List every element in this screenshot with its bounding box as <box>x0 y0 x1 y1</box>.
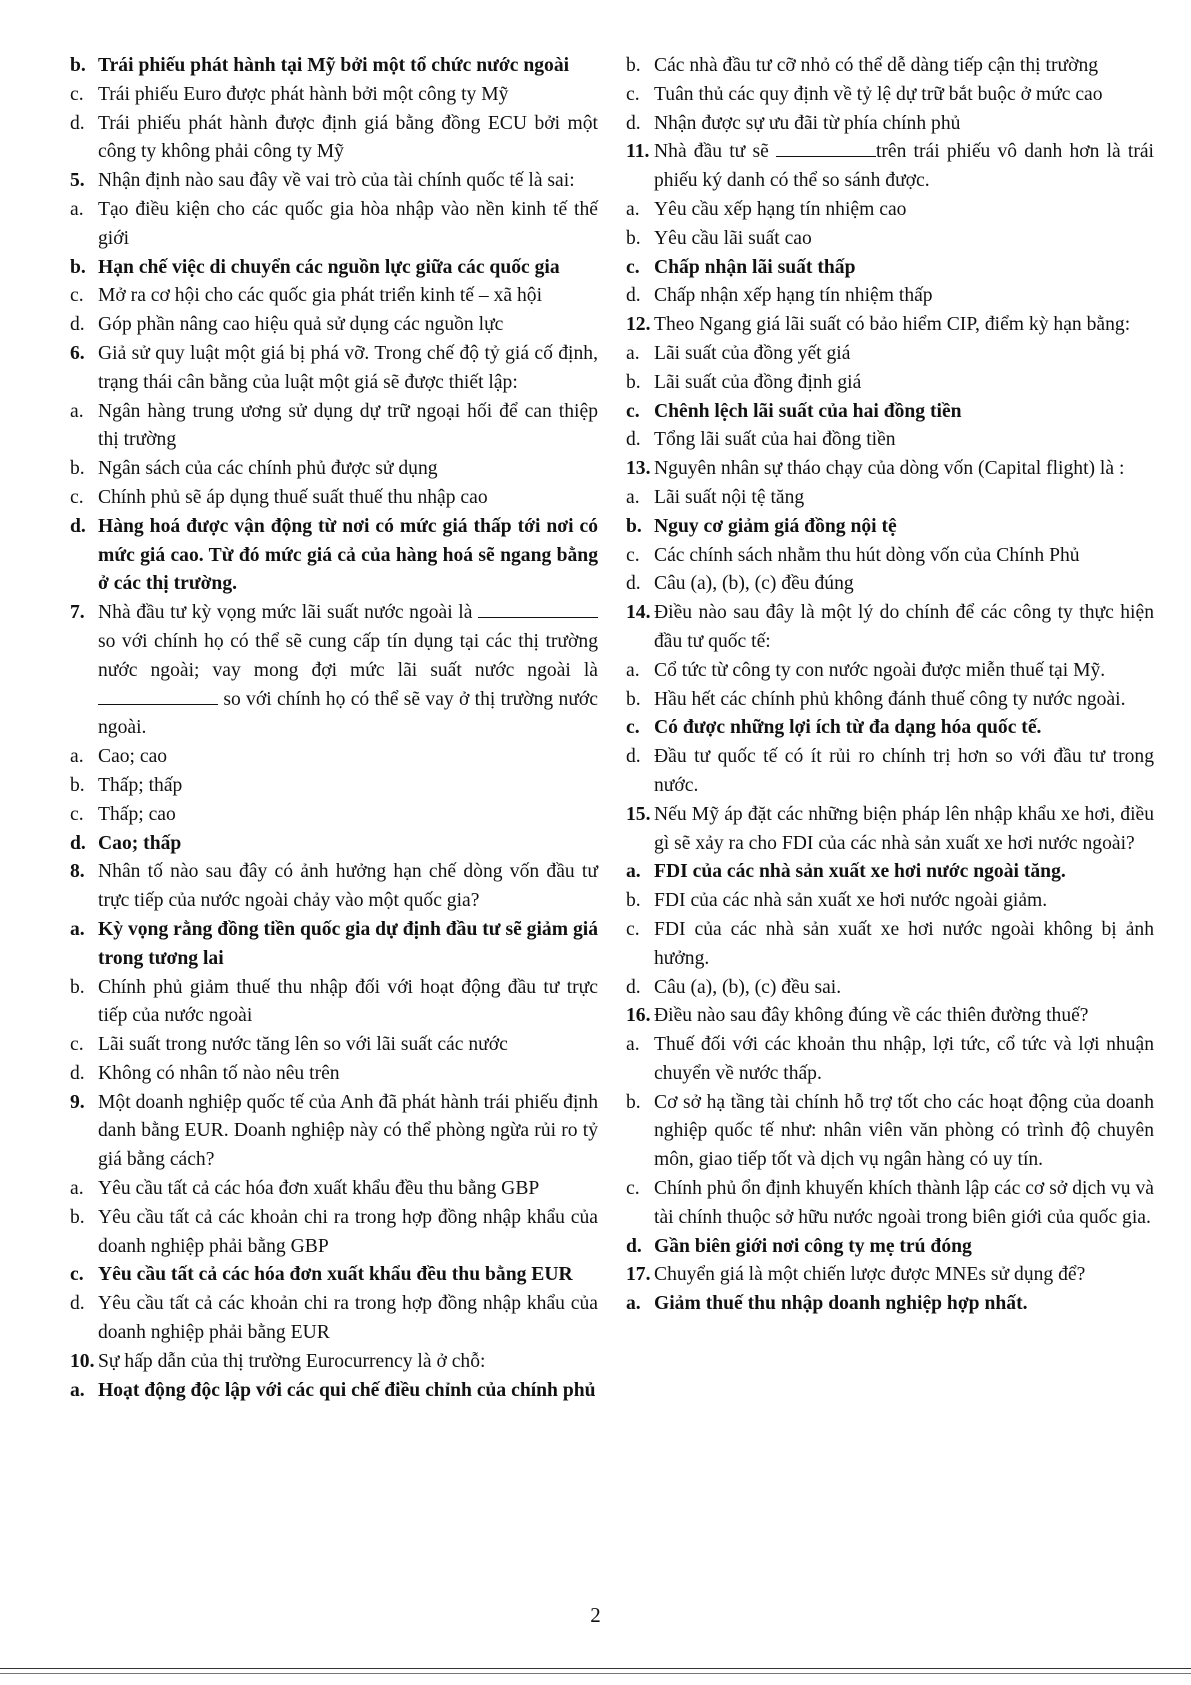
question-15 <box>626 801 1154 859</box>
question-9 <box>70 1089 598 1175</box>
option-q16-a <box>626 1031 1154 1089</box>
option-q9-b <box>70 1204 598 1262</box>
option-marker: a. <box>70 1178 84 1200</box>
option-q15-a <box>626 858 1154 887</box>
question-17 <box>626 1261 1154 1290</box>
option-text: Tổng lãi suất của hai đồng tiền <box>654 429 896 451</box>
option-text: Yêu cầu lãi suất cao <box>654 227 812 249</box>
option-text: Kỳ vọng rằng đồng tiền quốc gia dự định đầu tư sẽ giảm giá trong tương lai <box>98 918 598 969</box>
question-5 <box>70 167 598 196</box>
option-marker: b. <box>626 890 641 912</box>
option-q5-c <box>70 282 598 311</box>
option-q11-c <box>626 254 1154 283</box>
option-q11-b <box>626 225 1154 254</box>
option-q4-b <box>70 52 598 81</box>
fill-blank-1 <box>478 601 598 618</box>
question-10 <box>70 1348 598 1377</box>
option-text: Trái phiếu phát hành được định giá bằng đồng ECU bởi một công ty không phải công ty Mỹ <box>98 112 598 163</box>
question-text: Nếu Mỹ áp đặt các những biện pháp lên nhập khẩu xe hơi, điều gì sẽ xảy ra cho FDI của các nhà sản xuất xe hơi nước ngoài? <box>654 803 1154 854</box>
option-q8-d <box>70 1060 598 1089</box>
option-text: Câu (a), (b), (c) đều sai. <box>654 976 842 998</box>
option-marker: c. <box>70 1264 84 1286</box>
question-text-2: so với chính họ có thể sẽ cung cấp tín dụng tại các thị trường nước ngoài; vay mong đợi mức lãi suất nước ngoài là <box>98 630 598 681</box>
option-q9-d <box>70 1290 598 1348</box>
option-text: Nhận được sự ưu đãi từ phía chính phủ <box>654 112 961 134</box>
option-q14-b <box>626 686 1154 715</box>
option-text: Thấp; cao <box>98 803 176 825</box>
option-q13-d <box>626 570 1154 599</box>
option-q13-a <box>626 484 1154 513</box>
page-number: 2 <box>590 1603 601 1627</box>
question-text: Giả sử quy luật một giá bị phá vỡ. Trong chế độ tỷ giá cố định, trạng thái cân bằng của luật một giá sẽ được thiết lập: <box>98 342 598 393</box>
question-text: Chuyển giá là một chiến lược được MNEs sử dụng để? <box>654 1264 1086 1286</box>
option-marker: c. <box>70 803 84 825</box>
option-q7-a <box>70 743 598 772</box>
question-number: 13. <box>626 458 651 480</box>
option-marker: d. <box>626 573 641 595</box>
option-q5-b <box>70 254 598 283</box>
question-text: Nguyên nhân sự tháo chạy của dòng vốn (Capital flight) là : <box>654 458 1125 480</box>
option-q10-b <box>626 52 1154 81</box>
question-number: 8. <box>70 861 85 883</box>
option-marker: d. <box>70 515 86 537</box>
question-8 <box>70 858 598 916</box>
option-text: Hạn chế việc di chuyển các nguồn lực giữa các quốc gia <box>98 256 560 278</box>
option-q15-b <box>626 887 1154 916</box>
question-number: 5. <box>70 170 85 192</box>
option-q5-a <box>70 196 598 254</box>
question-text: Nhận định nào sau đây về vai trò của tài chính quốc tế là sai: <box>98 170 575 192</box>
option-marker: b. <box>626 227 641 249</box>
option-marker: d. <box>70 1062 85 1084</box>
question-number: 12. <box>626 314 651 336</box>
option-q8-c <box>70 1031 598 1060</box>
option-text: Thấp; thấp <box>98 774 183 796</box>
question-14 <box>626 599 1154 657</box>
option-marker: c. <box>626 256 640 278</box>
option-q16-c <box>626 1175 1154 1233</box>
option-marker: d. <box>626 1235 642 1257</box>
option-text: Cơ sở hạ tầng tài chính hỗ trợ tốt cho các hoạt động của doanh nghiệp quốc tế như: nhân viên văn phòng có trình độ chuyên môn, giao tiếp tốt và dịch vụ ngân hàng có uy tín. <box>654 1091 1154 1171</box>
option-q12-d <box>626 426 1154 455</box>
option-marker: a. <box>626 486 640 508</box>
option-marker: b. <box>626 688 641 710</box>
option-marker: d. <box>70 112 85 134</box>
option-q10-d <box>626 110 1154 139</box>
option-marker: a. <box>626 1034 640 1056</box>
option-text: Có được những lợi ích từ đa dạng hóa quốc tế. <box>654 717 1042 739</box>
option-text: Cổ tức từ công ty con nước ngoài được miễn thuế tại Mỹ. <box>654 659 1106 681</box>
fill-blank <box>776 140 876 157</box>
question-text: Theo Ngang giá lãi suất có bảo hiểm CIP, điểm kỳ hạn bằng: <box>654 314 1131 336</box>
option-marker: b. <box>626 371 641 393</box>
option-text: FDI của các nhà sản xuất xe hơi nước ngoài giảm. <box>654 890 1048 912</box>
option-text: Chính phủ sẽ áp dụng thuế suất thuế thu nhập cao <box>98 486 488 508</box>
option-text: Cao; cao <box>98 746 168 768</box>
question-text-2: trên trái phiếu vô danh hơn là trái phiếu ký danh có thể so sánh được. <box>654 141 1154 192</box>
option-marker: b. <box>70 1206 85 1228</box>
question-number: 11. <box>626 141 650 163</box>
option-text: Chấp nhận lãi suất thấp <box>654 256 856 278</box>
question-text: Nhân tố nào sau đây có ảnh hưởng hạn chế dòng vốn đầu tư trực tiếp của nước ngoài chảy vào một quốc gia? <box>98 861 598 912</box>
question-number: 15. <box>626 803 651 825</box>
option-marker: b. <box>626 55 641 76</box>
option-q14-c <box>626 714 1154 743</box>
question-number: 10. <box>70 1350 95 1372</box>
option-text: FDI của các nhà sản xuất xe hơi nước ngoài tăng. <box>654 861 1066 883</box>
question-16 <box>626 1002 1154 1031</box>
option-q7-d <box>70 830 598 859</box>
option-marker: a. <box>626 198 640 220</box>
option-marker: a. <box>70 746 84 768</box>
option-marker: c. <box>626 83 640 105</box>
option-text: Chấp nhận xếp hạng tín nhiệm thấp <box>654 285 933 307</box>
option-q6-c <box>70 484 598 513</box>
option-q11-a <box>626 196 1154 225</box>
option-marker: a. <box>626 342 640 364</box>
option-text: Yêu cầu tất cả các hóa đơn xuất khẩu đều thu bằng EUR <box>98 1264 573 1286</box>
option-text: Câu (a), (b), (c) đều đúng <box>654 573 854 595</box>
question-text-1: Nhà đầu tư kỳ vọng mức lãi suất nước ngoài là <box>98 602 473 624</box>
left-column <box>70 52 598 1405</box>
question-text: Một doanh nghiệp quốc tế của Anh đã phát hành trái phiếu định danh bằng EUR. Doanh nghiệp này có thể phòng ngừa rủi ro tỷ giá bằng cách? <box>98 1091 598 1171</box>
option-text: Lãi suất nội tệ tăng <box>654 486 805 508</box>
option-q4-d <box>70 110 598 168</box>
question-11 <box>626 138 1154 196</box>
option-marker: d. <box>70 1293 85 1315</box>
option-text: Trái phiếu phát hành tại Mỹ bởi một tổ chức nước ngoài <box>98 55 570 76</box>
option-text: Đầu tư quốc tế có ít rủi ro chính trị hơn so với đầu tư trong nước. <box>654 746 1154 796</box>
option-marker: c. <box>70 486 84 508</box>
question-text: Điều nào sau đây là một lý do chính để các công ty thực hiện đầu tư quốc tế: <box>654 602 1154 652</box>
option-marker: b. <box>70 976 85 998</box>
option-marker: b. <box>70 256 86 278</box>
option-marker: a. <box>70 918 85 940</box>
option-marker: d. <box>70 314 85 336</box>
option-marker: b. <box>70 774 85 796</box>
option-text: Tuân thủ các quy định về tỷ lệ dự trữ bắt buộc ở mức cao <box>654 83 1103 105</box>
option-text: Lãi suất của đồng định giá <box>654 371 862 393</box>
option-marker: a. <box>70 400 84 422</box>
option-q9-c <box>70 1261 598 1290</box>
option-marker: c. <box>626 918 640 940</box>
option-marker: d. <box>626 429 641 451</box>
question-text-1: Nhà đầu tư sẽ <box>654 141 769 163</box>
option-marker: d. <box>626 285 641 307</box>
option-marker: a. <box>626 659 640 681</box>
option-marker: b. <box>70 55 86 76</box>
question-7 <box>70 599 598 743</box>
option-marker: c. <box>70 1034 84 1056</box>
question-number: 17. <box>626 1264 651 1286</box>
option-marker: c. <box>70 83 84 105</box>
option-text: Chênh lệch lãi suất của hai đồng tiền <box>654 400 962 422</box>
option-text: Ngân hàng trung ương sử dụng dự trữ ngoại hối để can thiệp thị trường <box>98 400 598 451</box>
option-marker: a. <box>70 198 84 220</box>
fill-blank-2 <box>98 688 218 705</box>
option-q17-a <box>626 1290 1154 1319</box>
option-marker: a. <box>626 1293 641 1315</box>
option-marker: c. <box>626 544 640 566</box>
option-text: Chính phủ giảm thuế thu nhập đối với hoạt động đầu tư trực tiếp của nước ngoài <box>98 976 598 1027</box>
footer-divider-secondary <box>0 1673 1191 1674</box>
footer-divider <box>0 1668 1191 1669</box>
option-q16-b <box>626 1089 1154 1175</box>
option-q16-d <box>626 1233 1154 1262</box>
option-q12-b <box>626 369 1154 398</box>
option-marker: a. <box>626 861 641 883</box>
option-q10-c <box>626 81 1154 110</box>
option-marker: a. <box>70 1379 85 1401</box>
option-marker: d. <box>626 112 641 134</box>
option-q7-b <box>70 772 598 801</box>
option-q14-a <box>626 657 1154 686</box>
option-q7-c <box>70 801 598 830</box>
option-text: Lãi suất của đồng yết giá <box>654 342 851 364</box>
question-number: 14. <box>626 602 651 624</box>
option-q13-b <box>626 513 1154 542</box>
option-text: Yêu cầu tất cả các khoản chi ra trong hợp đồng nhập khẩu của doanh nghiệp phải bằng EUR <box>98 1293 598 1344</box>
option-q5-d <box>70 311 598 340</box>
option-marker: b. <box>70 458 85 480</box>
option-marker: d. <box>626 746 641 768</box>
question-number: 16. <box>626 1005 651 1027</box>
option-text: Hàng hoá được vận động từ nơi có mức giá thấp tới nơi có mức giá cao. Từ đó mức giá cả của hàng hoá sẽ ngang bằng ở các thị trường. <box>98 515 598 595</box>
question-number: 9. <box>70 1091 85 1113</box>
option-text: Gần biên giới nơi công ty mẹ trú đóng <box>654 1235 972 1257</box>
option-q8-b <box>70 974 598 1032</box>
option-text: Giảm thuế thu nhập doanh nghiệp hợp nhất. <box>654 1293 1028 1315</box>
question-number: 6. <box>70 342 85 364</box>
option-q15-c <box>626 916 1154 974</box>
option-text: Lãi suất trong nước tăng lên so với lãi suất các nước <box>98 1034 508 1056</box>
option-text: Yêu cầu tất cả các khoản chi ra trong hợp đồng nhập khẩu của doanh nghiệp phải bằng GBP <box>98 1206 598 1257</box>
question-number: 7. <box>70 602 85 624</box>
option-text: Thuế đối với các khoản thu nhập, lợi tức, cổ tức và lợi nhuận chuyển về nước thấp. <box>654 1034 1154 1084</box>
option-text: Hoạt động độc lập với các qui chế điều chỉnh của chính phủ <box>98 1379 596 1401</box>
option-text: Các nhà đầu tư cỡ nhỏ có thể dễ dàng tiếp cận thị trường <box>654 55 1099 76</box>
option-text: Không có nhân tố nào nêu trên <box>98 1062 340 1084</box>
option-text: Hầu hết các chính phủ không đánh thuế công ty nước ngoài. <box>654 688 1126 710</box>
option-marker: c. <box>70 285 84 307</box>
option-q6-d <box>70 513 598 599</box>
option-q9-a <box>70 1175 598 1204</box>
option-text: Yêu cầu tất cả các hóa đơn xuất khẩu đều thu bằng GBP <box>98 1178 540 1200</box>
right-column <box>626 52 1154 1319</box>
option-marker: c. <box>626 717 640 739</box>
question-12 <box>626 311 1154 340</box>
option-q12-a <box>626 340 1154 369</box>
option-text: Mở ra cơ hội cho các quốc gia phát triển kinh tế – xã hội <box>98 285 543 307</box>
question-text-3: so với chính họ có thể sẽ vay ở thị trường nước ngoài. <box>98 688 598 739</box>
option-q13-c <box>626 542 1154 571</box>
option-text: Chính phủ ổn định khuyến khích thành lập các cơ sở dịch vụ và tài chính thuộc sở hữu nước ngoài trong biên giới của quốc gia. <box>654 1178 1154 1228</box>
option-text: Tạo điều kiện cho các quốc gia hòa nhập vào nền kinh tế thế giới <box>98 198 598 249</box>
option-q10-a <box>70 1377 598 1406</box>
question-text: Sự hấp dẫn của thị trường Eurocurrency là ở chỗ: <box>98 1350 486 1372</box>
option-text: Các chính sách nhằm thu hút dòng vốn của Chính Phủ <box>654 544 1080 566</box>
option-q6-a <box>70 398 598 456</box>
option-text: Cao; thấp <box>98 832 182 854</box>
option-q4-c <box>70 81 598 110</box>
question-text: Điều nào sau đây không đúng về các thiên đường thuế? <box>654 1005 1089 1027</box>
option-marker: c. <box>626 400 640 422</box>
option-text: Yêu cầu xếp hạng tín nhiệm cao <box>654 198 907 220</box>
option-q12-c <box>626 398 1154 427</box>
option-marker: c. <box>626 1178 640 1200</box>
option-q8-a <box>70 916 598 974</box>
option-text: Ngân sách của các chính phủ được sử dụng <box>98 458 438 480</box>
option-q14-d <box>626 743 1154 801</box>
option-q15-d <box>626 974 1154 1003</box>
option-q6-b <box>70 455 598 484</box>
option-marker: d. <box>626 976 641 998</box>
question-6 <box>70 340 598 398</box>
option-text: Góp phần nâng cao hiệu quả sử dụng các nguồn lực <box>98 314 504 336</box>
option-q11-d <box>626 282 1154 311</box>
option-text: FDI của các nhà sản xuất xe hơi nước ngoài không bị ảnh hưởng. <box>654 918 1154 969</box>
option-marker: b. <box>626 515 642 537</box>
option-marker: b. <box>626 1091 641 1113</box>
option-text: Nguy cơ giảm giá đồng nội tệ <box>654 515 897 537</box>
option-marker: d. <box>70 832 86 854</box>
option-text: Trái phiếu Euro được phát hành bởi một công ty Mỹ <box>98 83 509 105</box>
question-13 <box>626 455 1154 484</box>
